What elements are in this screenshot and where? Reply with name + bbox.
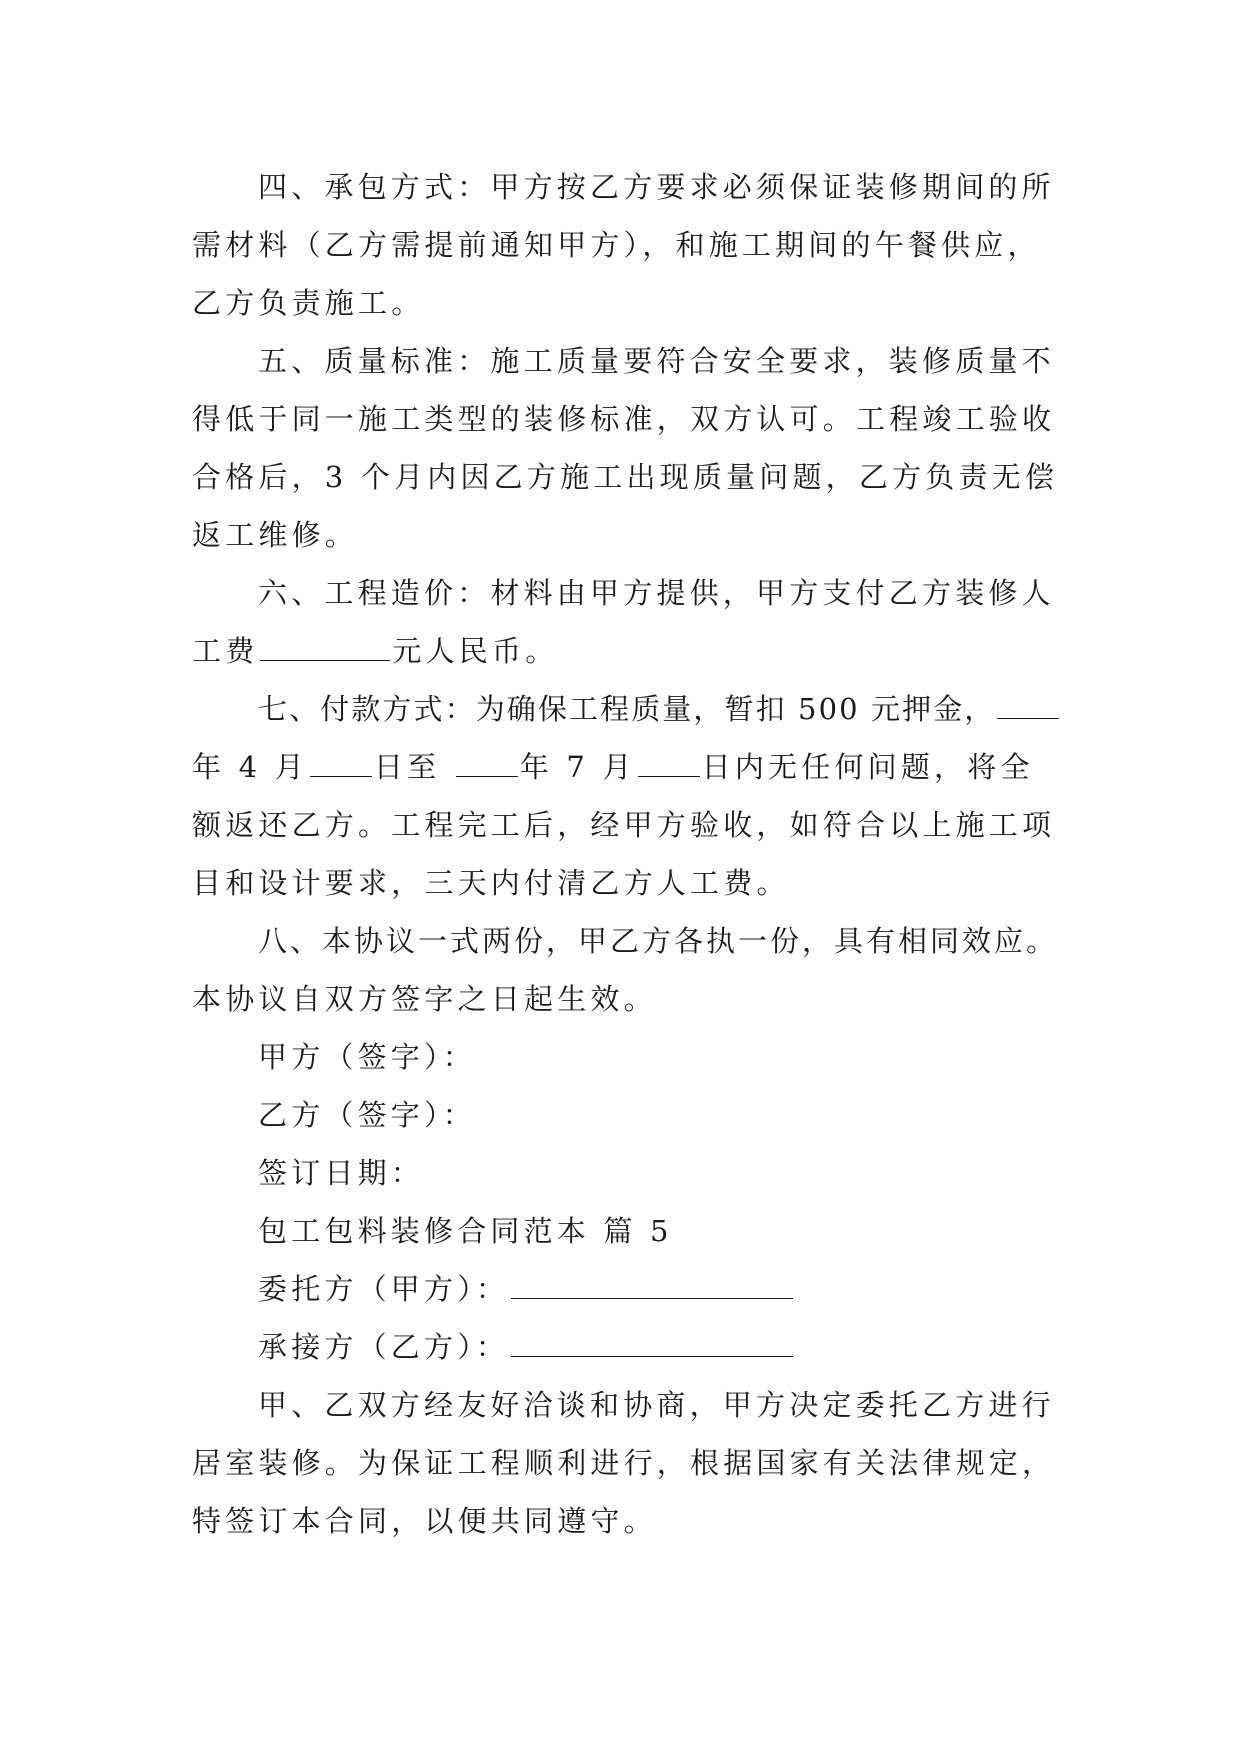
intro-line-1: 甲、乙双方经友好洽谈和协商，甲方决定委托乙方进行 bbox=[258, 1388, 1055, 1422]
clause-5-line-1: 五、质量标准：施工质量要符合安全要求，装修质量不 bbox=[258, 344, 1055, 378]
signing-date: 签订日期： bbox=[258, 1156, 425, 1190]
intro-line-2: 居室装修。为保证工程顺利进行，根据国家有关法律规定， bbox=[192, 1446, 1056, 1480]
clause-8-line-2: 本协议自双方签字之日起生效。 bbox=[192, 982, 657, 1016]
deposit-year-blank bbox=[997, 684, 1059, 719]
month-label-1: 月 bbox=[274, 750, 308, 784]
document-body bbox=[192, 158, 1059, 1550]
clause-5-line-3: 合格后，3 个月内因乙方施工出现质量问题，乙方负责无偿 bbox=[192, 460, 1059, 494]
year-blank-2 bbox=[456, 742, 518, 777]
clause-6-line-2 bbox=[192, 622, 1052, 680]
labor-fee-label: 工费 bbox=[192, 634, 259, 668]
month-value-1: 4 bbox=[238, 750, 262, 784]
clause-4-line-3: 乙方负责施工。 bbox=[192, 286, 425, 320]
clause-7-line-4: 目和设计要求，三天内付清乙方人工费。 bbox=[192, 866, 790, 900]
clause-7-line-1 bbox=[192, 680, 1052, 738]
day-blank-2 bbox=[638, 742, 700, 777]
party-b-signature: 乙方（签字）： bbox=[258, 1098, 476, 1132]
client-label: 委托方（甲方）： bbox=[258, 1272, 510, 1306]
refund-text: 日内无任何问题，将全 bbox=[701, 750, 1034, 784]
clause-4-line-1: 四、承包方式：甲方按乙方要求必须保证装修期间的所 bbox=[258, 170, 1055, 204]
clause-8-line-1: 八、本协议一式两份，甲乙方各执一份，具有相同效应。 bbox=[258, 924, 1059, 958]
clause-7-line-2 bbox=[192, 738, 1052, 796]
month-label-2: 月 bbox=[602, 750, 636, 784]
clause-4-line-2: 需材料（乙方需提前通知甲方），和施工期间的午餐供应， bbox=[192, 228, 1041, 262]
intro-line-3: 特签订本合同，以便共同遵守。 bbox=[192, 1504, 657, 1538]
year-label-1: 年 bbox=[192, 750, 226, 784]
clause-7-line-3: 额返还乙方。工程完工后，经甲方验收，如符合以上施工项 bbox=[192, 808, 1056, 842]
day-to-label: 日至 bbox=[373, 750, 441, 784]
contractor-label: 承接方（乙方）： bbox=[258, 1330, 510, 1364]
labor-fee-blank bbox=[260, 626, 390, 661]
clause-7-text: 七、付款方式：为确保工程质量，暂扣 500 元押金， bbox=[258, 692, 996, 726]
contractor-name-blank bbox=[511, 1322, 793, 1357]
clause-5-line-2: 得低于同一施工类型的装修标准，双方认可。工程竣工验收 bbox=[192, 402, 1056, 436]
client-name-blank bbox=[511, 1264, 793, 1299]
labor-fee-unit: 元人民币。 bbox=[392, 634, 559, 668]
contractor-line bbox=[192, 1318, 1052, 1376]
day-blank-1 bbox=[310, 742, 372, 777]
clause-5-line-4: 返工维修。 bbox=[192, 518, 359, 552]
month-value-2: 7 bbox=[566, 750, 590, 784]
year-label-2: 年 bbox=[519, 750, 553, 784]
party-a-signature: 甲方（签字）： bbox=[258, 1040, 476, 1074]
section-title: 包工包料装修合同范本 篇 5 bbox=[258, 1214, 673, 1248]
clause-6-line-1: 六、工程造价：材料由甲方提供，甲方支付乙方装修人 bbox=[258, 576, 1055, 610]
client-line bbox=[192, 1260, 1052, 1318]
